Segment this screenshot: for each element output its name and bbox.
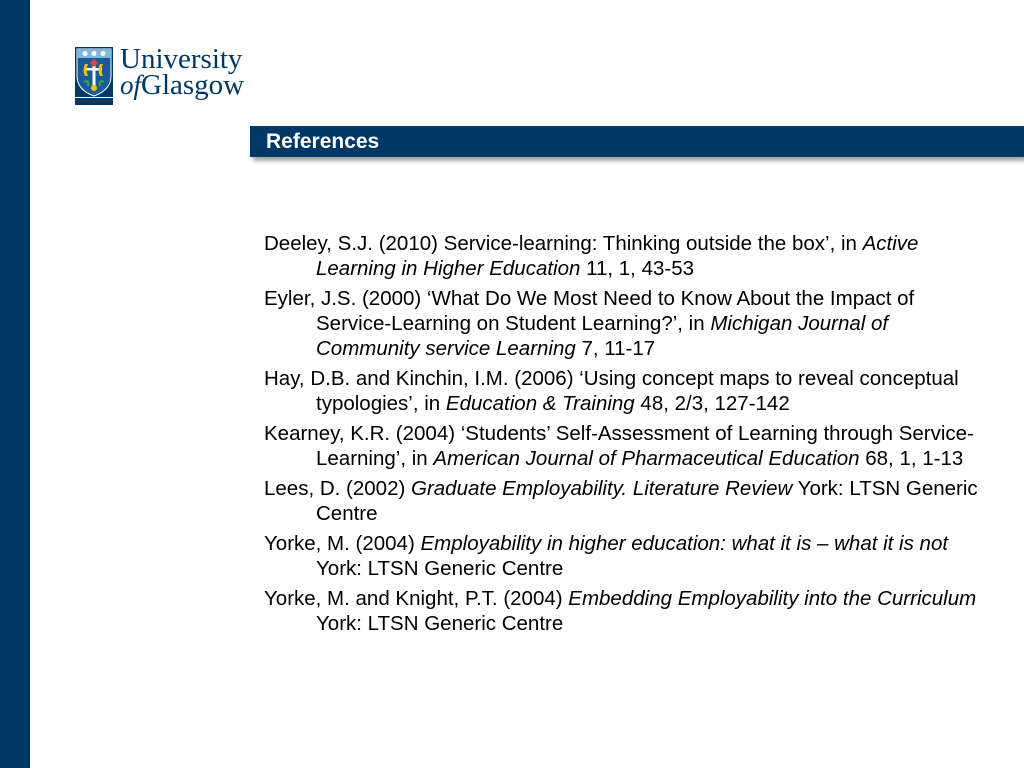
reference-text: Yorke, M. and Knight, P.T. (2004) [264, 587, 569, 610]
reference-source: Active Learning in Higher Education [316, 232, 919, 280]
reference-text: Yorke, M. (2004) [264, 532, 421, 555]
reference-details: 11, 1, 43-53 [580, 257, 694, 280]
reference-details: York: LTSN Generic Centre [316, 557, 564, 580]
reference-source: Michigan Journal of Community service Learning [316, 312, 889, 360]
reference-text: Deeley, S.J. (2010) Service-learning: Thinking outside the box’, in [264, 232, 863, 255]
reference-details: York: LTSN Generic Centre [316, 477, 978, 525]
reference-source: Employability in higher education: what it is – what it is not [420, 532, 949, 555]
reference-item [264, 421, 992, 471]
reference-text: Kearney, K.R. (2004) ‘Students’ Self-Assessment of Learning through Service-Learning’, in [264, 422, 974, 470]
university-wordmark [120, 43, 245, 101]
reference-source: Graduate Employability. Literature Review [411, 477, 793, 500]
wordmark-glasgow-line [120, 69, 245, 101]
reference-details: 48, 2/3, 127-142 [634, 392, 790, 415]
reference-item [264, 231, 992, 281]
reference-item [264, 366, 992, 416]
reference-item [264, 586, 992, 636]
reference-details: 7, 11-17 [575, 337, 656, 360]
wordmark-of: of [120, 70, 142, 100]
university-logo [74, 43, 264, 108]
reference-list [264, 231, 992, 641]
reference-item [264, 476, 992, 526]
reference-text: Eyler, J.S. (2000) ‘What Do We Most Need to Know About the Impact of Service-Learning on Student Learning?’, in [264, 287, 915, 335]
wordmark-university: University [120, 43, 243, 75]
reference-source: Education & Training [445, 392, 635, 415]
left-accent-bar [0, 0, 30, 768]
reference-details: York: LTSN Generic Centre [316, 612, 564, 635]
crest-icon [74, 46, 114, 106]
reference-text: Hay, D.B. and Kinchin, I.M. (2006) ‘Using concept maps to reveal conceptual typologies’, in [264, 367, 959, 415]
reference-source: American Journal of Pharmaceutical Education [433, 447, 860, 470]
title-bar [250, 126, 1024, 157]
reference-source: Embedding Employability into the Curriculum [568, 587, 977, 610]
page-title: References [266, 130, 380, 153]
reference-item [264, 531, 992, 581]
wordmark-glasgow: Glasgow [141, 69, 245, 101]
reference-item [264, 286, 992, 361]
reference-text: Lees, D. (2002) [264, 477, 411, 500]
reference-details: 68, 1, 1-13 [859, 447, 964, 470]
